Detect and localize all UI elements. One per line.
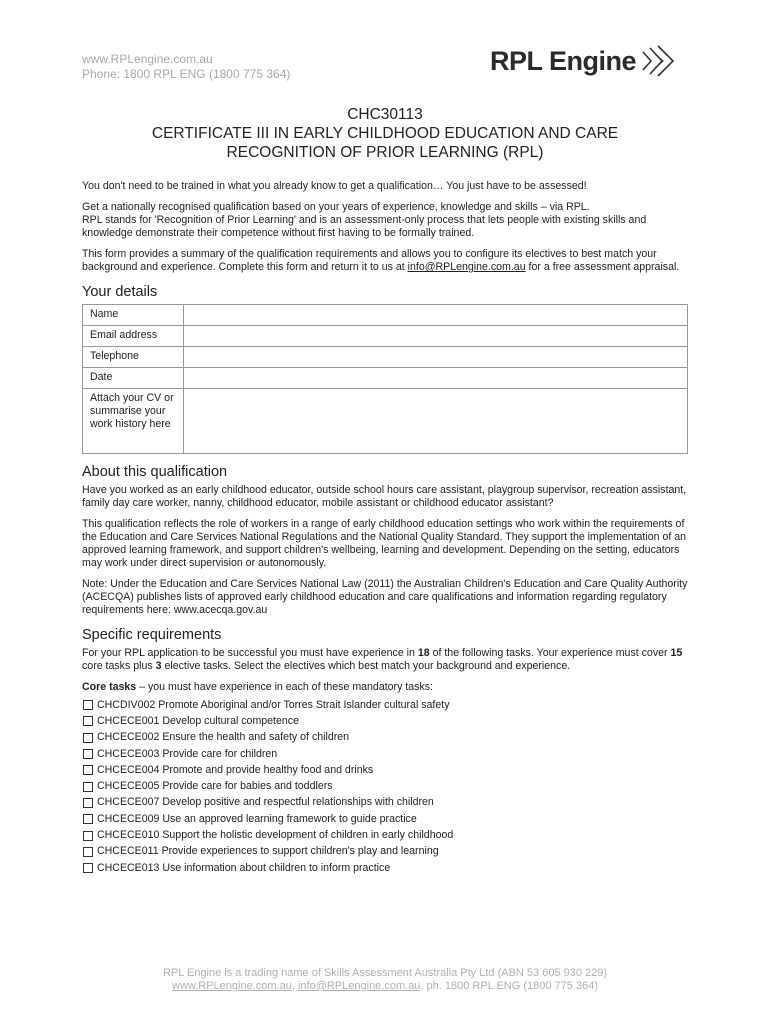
details-label: Name: [83, 305, 184, 326]
header-website[interactable]: www.RPLengine.com.au: [82, 52, 213, 66]
task-label: CHCECE009 Use an approved learning framework to guide practice: [97, 812, 417, 825]
core-tasks-bold: Core tasks: [82, 681, 137, 693]
intro-line2b: RPL stands for 'Recognition of Prior Learning' and is an assessment-only process that lets people with existing skills and knowledge demonstrate their competence without first having to be formally trained.: [82, 214, 647, 239]
task-checkbox[interactable]: [83, 814, 93, 824]
task-label: CHCECE010 Support the holistic development of children in early childhood: [97, 829, 454, 842]
task-label: CHCECE005 Provide care for babies and toddlers: [97, 780, 333, 793]
req-text: elective tasks. Select the electives which best match your background and experience.: [161, 660, 571, 672]
date-field[interactable]: [184, 368, 688, 389]
about-heading: About this qualification: [82, 464, 228, 480]
task-checkbox[interactable]: [83, 831, 93, 841]
footer-line1: RPL Engine is a trading name of Skills Assessment Australia Pty Ltd (ABN 53 605 930 229): [162, 967, 608, 979]
intro-line3-text: This form provides a summary of the qualification requirements and allows you to configure its electives to best match your background and experience. Complete this form and return it to us at: [82, 248, 657, 273]
task-checkbox[interactable]: [83, 716, 93, 726]
email-field[interactable]: [184, 326, 688, 347]
details-row-email: [83, 326, 688, 347]
list-item: [82, 730, 692, 746]
details-label: Email address: [83, 326, 184, 347]
details-row-cv: [83, 389, 688, 454]
cv-field[interactable]: [184, 389, 688, 454]
task-checkbox[interactable]: [83, 765, 93, 775]
req-core-count: 15: [670, 647, 683, 659]
requirements-p1: [82, 647, 692, 673]
details-label: Attach your CV or summarise your work history here: [83, 389, 184, 454]
task-label: CHCECE011 Provide experiences to support children's play and learning: [97, 845, 439, 858]
task-label: CHCECE002 Ensure the health and safety of children: [97, 731, 350, 744]
intro-line2: [82, 201, 692, 240]
task-label: CHCECE013 Use information about children to inform practice: [97, 861, 391, 874]
name-field[interactable]: [184, 305, 688, 326]
header-phone: Phone: 1800 RPL ENG (1800 775 364): [82, 67, 291, 81]
req-text: of the following tasks. Your experience must cover: [429, 647, 671, 659]
task-checkbox[interactable]: [83, 847, 93, 857]
intro-line1: You don't need to be trained in what you already know to get a qualification… You just have to be assessed!: [82, 180, 587, 192]
title-name: CERTIFICATE III IN EARLY CHILDHOOD EDUCATION AND CARE: [151, 125, 619, 142]
details-heading: Your details: [82, 284, 158, 300]
details-row-name: [83, 305, 688, 326]
req-total: 18: [417, 647, 430, 659]
rpl-engine-logo: [490, 44, 677, 78]
task-checkbox[interactable]: [83, 863, 93, 873]
header-contact: [82, 52, 290, 82]
task-label: CHCECE003 Provide care for children: [97, 747, 278, 760]
footer-sep: ,: [291, 980, 298, 992]
list-item: [82, 746, 692, 762]
about-p2: This qualification reflects the role of workers in a range of early childhood education settings who work within the requirements of the Education and Care Services National Regulations and the National Quality Standard. They support the implementation of an approved learning framework, and support children's wellbeing, learning and development. Depending on the setting, educators may work under direct supervision or autonomously.: [82, 518, 687, 569]
page-footer: [0, 967, 770, 993]
task-label: CHCECE001 Develop cultural competence: [97, 714, 299, 727]
task-checkbox[interactable]: [83, 749, 93, 759]
core-tasks-title: [82, 681, 692, 694]
title-code: CHC30113: [347, 106, 423, 123]
details-label: Telephone: [83, 347, 184, 368]
requirements-heading: Specific requirements: [82, 627, 222, 643]
list-item: [82, 778, 692, 794]
intro-line3: [82, 248, 692, 274]
document-title: [0, 105, 770, 162]
logo-text: RPL Engine: [490, 45, 637, 76]
task-checkbox[interactable]: [83, 798, 93, 808]
core-task-list: [82, 697, 692, 876]
footer-line2: [0, 980, 770, 993]
about-p1: Have you worked as an early childhood educator, outside school hours care assistant, playgroup supervisor, recreation assistant, family day care worker, nanny, childhood educator, mobile assistant or childhood educator assistant?: [82, 484, 687, 509]
details-label: Date: [83, 368, 184, 389]
task-label: CHCDIV002 Promote Aboriginal and/or Torres Strait Islander cultural safety: [97, 698, 450, 711]
list-item: [82, 713, 692, 729]
list-item: [82, 860, 692, 876]
list-item: [82, 827, 692, 843]
chevron-arrows-icon: [639, 44, 677, 78]
req-text: For your RPL application to be successful you must have experience in: [82, 647, 418, 659]
task-label: CHCECE004 Promote and provide healthy food and drinks: [97, 763, 374, 776]
intro-line3-end: for a free assessment appraisal.: [525, 261, 680, 273]
details-row-telephone: [83, 347, 688, 368]
main-content: [82, 180, 692, 876]
list-item: [82, 795, 692, 811]
core-tasks-rest: – you must have experience in each of these mandatory tasks:: [136, 681, 433, 693]
intro-line2a: Get a nationally recognised qualification based on your years of experience, knowledge and skills – via RPL.: [82, 201, 590, 213]
title-subtitle: RECOGNITION OF PRIOR LEARNING (RPL): [226, 144, 544, 161]
task-checkbox[interactable]: [83, 782, 93, 792]
list-item: [82, 811, 692, 827]
details-row-date: [83, 368, 688, 389]
task-checkbox[interactable]: [83, 733, 93, 743]
telephone-field[interactable]: [184, 347, 688, 368]
footer-website-link[interactable]: www.RPLengine.com.au: [172, 980, 292, 992]
task-label: CHCECE007 Develop positive and respectful relationships with children: [97, 796, 434, 809]
intro-email-link[interactable]: info@RPLengine.com.au: [407, 261, 526, 273]
footer-email-link[interactable]: info@RPLengine.com.au: [297, 980, 421, 992]
list-item: [82, 844, 692, 860]
req-text: core tasks plus: [82, 660, 156, 672]
about-p3: Note: Under the Education and Care Services National Law (2011) the Australian Children's Education and Care Quality Authority (ACECQA) publishes lists of approved early childhood education and care qualifications and information regarding regulatory requirements here: www.acecqa.gov.au: [82, 578, 688, 616]
footer-phone: , ph. 1800 RPL ENG (1800 775 364): [420, 980, 598, 992]
details-table: [82, 304, 688, 454]
list-item: [82, 697, 692, 713]
list-item: [82, 762, 692, 778]
task-checkbox[interactable]: [83, 700, 93, 710]
req-elective-count: 3: [155, 660, 162, 672]
